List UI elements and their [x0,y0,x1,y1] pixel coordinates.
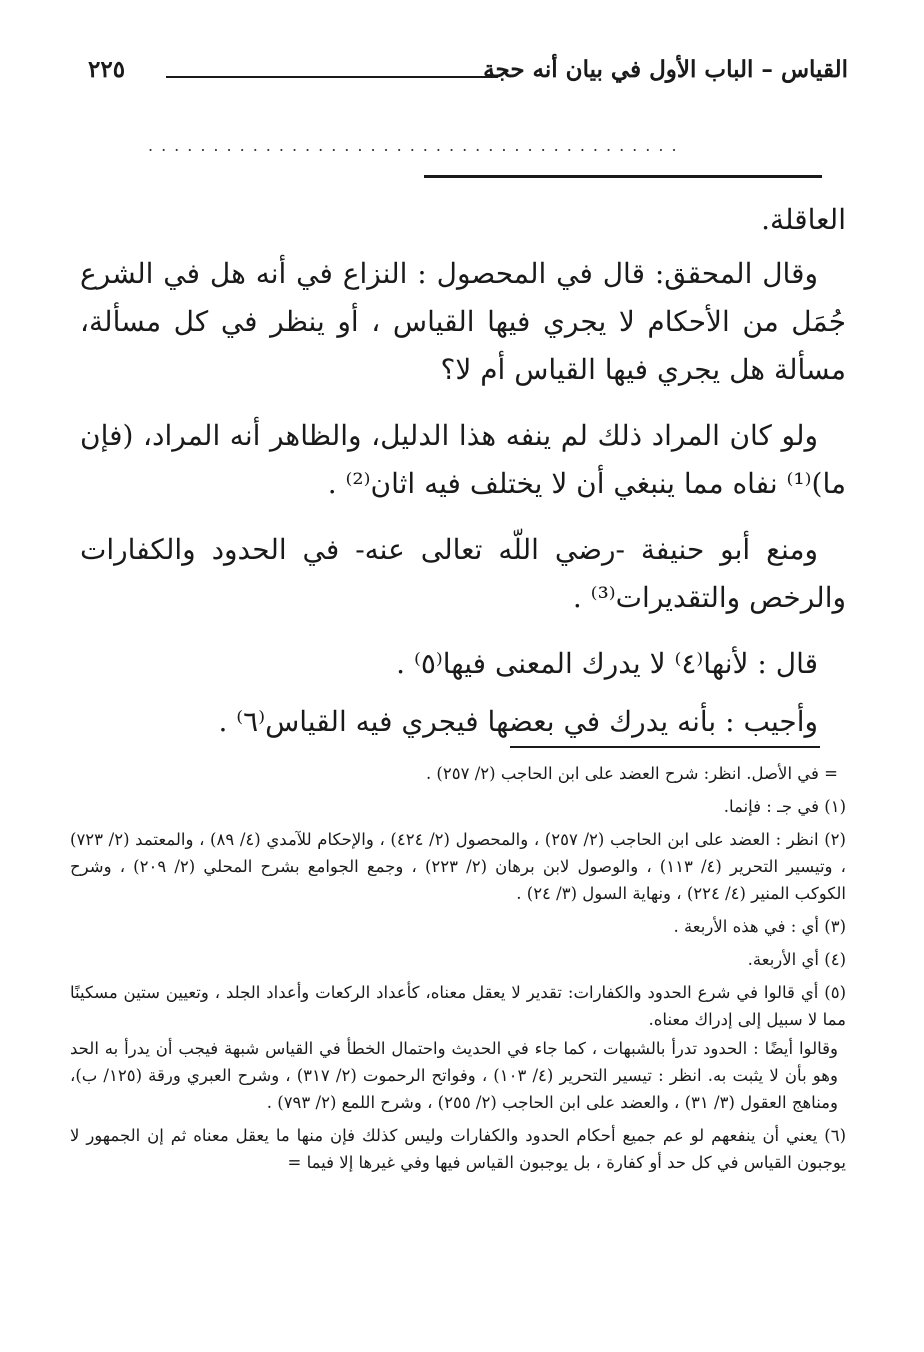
footnote-6: (٦) يعني أن ينفعهم لو عم جميع أحكام الحدود والكفارات وليس كذلك فإن منها ما يعقل معناه ثم إن الجمهور لا يوجبون القياس في كل حد أو كفارة ، بل يوجبون القياس فيها وفي غيرها إلا فيما = [70,1126,846,1172]
section-rule [424,175,822,178]
paragraph-5: قال : لأنها⁽٤⁾ لا يدرك المعنى فيها⁽٥⁾ . [396,647,818,680]
footnote-5-continued: وقالوا أيضًا : الحدود تدرأ بالشبهات ، كما جاء في الحديث واحتمال الخطأ في القياس شبهة فيجب أن يدرأ به الحد وهو بأن لا يثبت به. انظر : تيسير التحرير (٤/ ١٠٣) ، وفواتح الرحموت (٢/ ٣١٧) ، وشرح العبري ورقة (١٢٥/ ب)، ومناهج العقول (٣/ ٣١) ، والعضد على ابن الحاجب (٢/ ٢٥٥) ، وشرح اللمع (٢/ ٧٩٣) . [70,1039,838,1112]
header-rule [166,76,498,78]
paragraph-2: وقال المحقق: قال في المحصول : النزاع في أنه هل في الشرع جُمَل من الأحكام لا يجري فيها القياس ، أو ينظر في كل مسألة، مسألة هل يجري فيها القياس أم لا؟ [80,257,846,386]
running-title: القياس – الباب الأول في بيان أنه حجة [483,56,848,83]
footnote-rule [510,746,820,748]
page-header [88,52,848,100]
paragraph-4: ومنع أبو حنيفة -رضي اللّه تعالى عنه- في الحدود والكفارات والرخص والتقديرات⁽³⁾ . [80,533,846,614]
ellipsis-separator: ......................................... [148,136,685,155]
footnote-continuation: = في الأصل. انظر: شرح العضد على ابن الحاجب (٢/ ٢٥٧) . [425,764,838,783]
footnote-2: (٢) انظر : العضد على ابن الحاجب (٢/ ٢٥٧) ، والمحصول (٢/ ٤٢٤) ، والإحكام للآمدي (٤/ ٨٩) ، والمعتمد (٢/ ٧٢٣) ، وتيسير التحرير (٤/ ١١٣) ، والوصول لابن برهان (٢/ ٢٢٣) ، وجمع الجوامع بشرح المحلي (٢/ ٢٠٩) ، وشرح الكوكب المنير (٤/ ٢٢٤) ، ونهاية السول (٣/ ٢٤) . [70,830,846,903]
footnote-5: (٥) أي قالوا في شرع الحدود والكفارات: تقدير لا يعقل معناه، كأعداد الركعات وأعداد الجلد ، وتعيين ستين مسكينًا مما لا سبيل إلى إدراك معناه. [70,983,846,1029]
paragraph-3: ولو كان المراد ذلك لم ينفه هذا الدليل، والظاهر أنه المراد، (فإن ما)⁽¹⁾ نفاه مما ينبغي أن لا يختلف فيه اثان⁽²⁾ . [80,419,846,500]
page-number: ٢٢٥ [88,56,126,83]
footnote-4: (٤) أي الأربعة. [747,950,846,969]
main-text [80,196,846,764]
footnote-1: (١) في جـ : فإنما. [723,797,846,816]
paragraph-1: العاقلة. [761,203,846,236]
paragraph-6: وأجيب : بأنه يدرك في بعضها فيجري فيه القياس⁽٦⁾ . [218,705,818,738]
footnote-3: (٣) أي : في هذه الأربعة . [673,917,846,936]
footnotes [70,760,846,1182]
